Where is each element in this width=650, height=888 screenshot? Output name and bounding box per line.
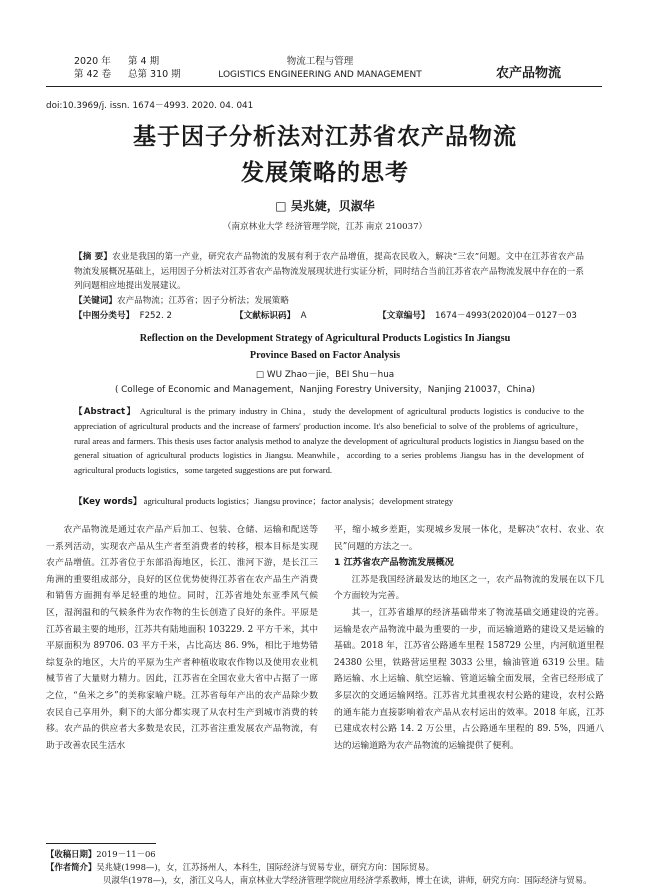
abstract-en-label: 【Abstract】 [74, 407, 137, 417]
author-bio-2: 贝淑华(1978—)，女，浙江义乌人，南京林业大学经济管理学院应用经济学系教师，博士在读，讲师，研究方向：国际经济与贸易。 [103, 875, 592, 885]
journal-name-cn: 物流工程与管理 [286, 56, 354, 67]
abstract-cn-text: 农业是我国的第一产业，研究农产品物流的发展有利于农产品增值，提高农民收入，解决“三农”问题。文中在江苏省农产品物流发展概况基础上，运用因子分析法对江苏省农产品物流发展现状进行实证分析，同时结合当前江苏省农产品物流发展中存在的一系列问题相应地提出发展建议。 [74, 252, 584, 291]
footnote-received [46, 848, 602, 861]
doi: doi:10.3969/j. issn. 1674－4993. 2020. 04. 041 [46, 101, 254, 111]
english-authors: □ WU Zhao－jie，BEI Shu－hua [255, 370, 395, 380]
body-paragraph: 其一，江苏省雄厚的经济基础带来了物流基础交通建设的完善。运输是农产品物流中最为重要的一步，而运输道路的建设又是运输的基础。2018 年，江苏省公路通车里程 158729 公里，内河航道里程 24380 公里，铁路营运里程 3033 公里，输油管道 6319 公里。陆路运输、水上运输、航空运输、管道运输全面发展，全省已经形成了多层次的交通运输网络。江苏省尤其重视农村公路的建设，农村公路的通车能力直接影响着农产品从农村运出的效率。2018 年底，江苏已建成农村公路 14. 2 万公里，占公路通车里程的 89. 5%，四通八达的运输道路为农产品物流的运输提供了便利。 [334, 607, 604, 751]
journal-name-en: LOGISTICS ENGINEERING AND MANAGEMENT [218, 70, 422, 80]
header-volume: 第 42 卷 [74, 69, 112, 80]
footnote-rule [46, 843, 156, 844]
article-title-line1: 基于因子分析法对江苏省农产品物流 [133, 123, 517, 150]
column-category: 农产品物流 [496, 66, 562, 81]
article-title-line2: 发展策略的思考 [241, 159, 409, 186]
footnote-author-bio [46, 861, 602, 874]
header-rule [46, 86, 602, 87]
body-paragraph: 农产品物流是通过农产品产后加工、包装、仓储、运输和配送等一系列活动，实现农产品从生产者至消费者的转移，根本目标是实现农产品增值。江苏省位于东部沿海地区，长江、淮河下游，是长江三角洲的重要组成部分，良好的区位优势使得江苏省在农产品生产消费和销售方面拥有举足轻重的地位。同时，江苏省地处东亚季风气候区，湿润温和的气候条件为农作物的生长创造了良好的条件。平原是江苏省最主要的地形，江苏共有陆地面积 103229. 2 平方千米，其中平原面积为 89706. 03 平方千米，占比高达 86. 9%，相比于地势错综复杂的地区，大片的平原为生产者种植收取农作物以及使用农业机械节省了大量财力精力。因此，江苏省在全国农业大省中占据了一席之位，“鱼米之乡”的美称家喻户晓。江苏省每年产出的农产品除少数农民自己享用外，剩下的大部分都实现了从农村生产到城市消费的转移。农产品的供应者大多数是农民，江苏省注重发展农产品物流，有助于改善农民生活水 [46, 525, 318, 751]
body-paragraph: 江苏是我国经济最发达的地区之一，农产品物流的发展在以下几个方面较为完善。 [334, 574, 604, 602]
keywords-cn [74, 294, 584, 309]
header-total-issue: 总第 310 期 [128, 69, 181, 80]
author-bio-1: 吴兆婕(1998—)，女，江苏扬州人，本科生，国际经济与贸易专业，研究方向：国际贸易。 [96, 862, 434, 872]
clc-value: F252. 2 [139, 311, 172, 321]
doc-code-label: 【文献标识码】 [235, 311, 296, 321]
received-value: 2019－11－06 [96, 849, 156, 859]
document-code [235, 309, 307, 324]
english-affiliation: ( College of Economic and Management，Nanjing Forestry University，Nanjing 210037，China) [114, 385, 536, 395]
doc-code-value: A [300, 311, 307, 321]
header-year: 2020 年 [74, 56, 111, 67]
received-label: 【收稿日期】 [46, 849, 97, 859]
footnote-author-bio-2 [103, 874, 602, 887]
abstract-en-text: Agricultural is the primary industry in China，study the development of agricultural products logistics is conducive to the appreciation of agricultural products and the increase of farmers' production income. It's also beneficial to solve of the problems of agriculture，rural areas and farmers. This thesis uses factor analysis method to analyze the development of agricultural products logistics in Jiangsu based on the general situation of agricultural products logistics in Jiangsu. Meanwhile，according to a series problems Jiangsu has in the development of agricultural products logistics，some targeted suggestions are put forward. [74, 406, 584, 475]
body-paragraph: 平，缩小城乡差距，实现城乡发展一体化，是解决“农村、农业、农民”问题的方法之一。 [334, 525, 604, 552]
clc-number [74, 309, 172, 324]
keywords-cn-text: 农产品物流；江苏省；因子分析法；发展策略 [116, 296, 289, 306]
article-number-label: 【文章编号】 [378, 311, 430, 321]
english-title-line2: Province Based on Factor Analysis [249, 350, 401, 361]
keywords-cn-label: 【关键词】 [74, 296, 117, 306]
abstract-cn [74, 250, 584, 294]
author-bio-label: 【作者简介】 [46, 862, 97, 872]
affiliation: （南京林业大学 经济管理学院，江苏 南京 210037） [222, 222, 428, 232]
keywords-en-text: agricultural products logistics；Jiangsu province；factor analysis；development strategy [143, 496, 454, 506]
article-number-value: 1674－4993(2020)04－0127－03 [435, 311, 577, 321]
clc-label: 【中图分类号】 [74, 311, 135, 321]
article-number [378, 309, 577, 324]
keywords-en-label: 【Key words】 [74, 497, 142, 507]
authors: □ 吴兆婕，贝淑华 [275, 199, 375, 213]
english-title-line1: Reflection on the Development Strategy of Agricultural Products Logistics In Jiangsu [139, 333, 511, 344]
abstract-cn-label: 【摘 要】 [74, 252, 113, 262]
header-issue: 第 4 期 [128, 56, 160, 67]
section-heading: 1 江苏省农产品物流发展概况 [334, 557, 454, 569]
abstract-en [74, 404, 584, 477]
body-column-left [46, 522, 318, 754]
keywords-en [74, 494, 584, 510]
body-column-right [334, 522, 604, 754]
